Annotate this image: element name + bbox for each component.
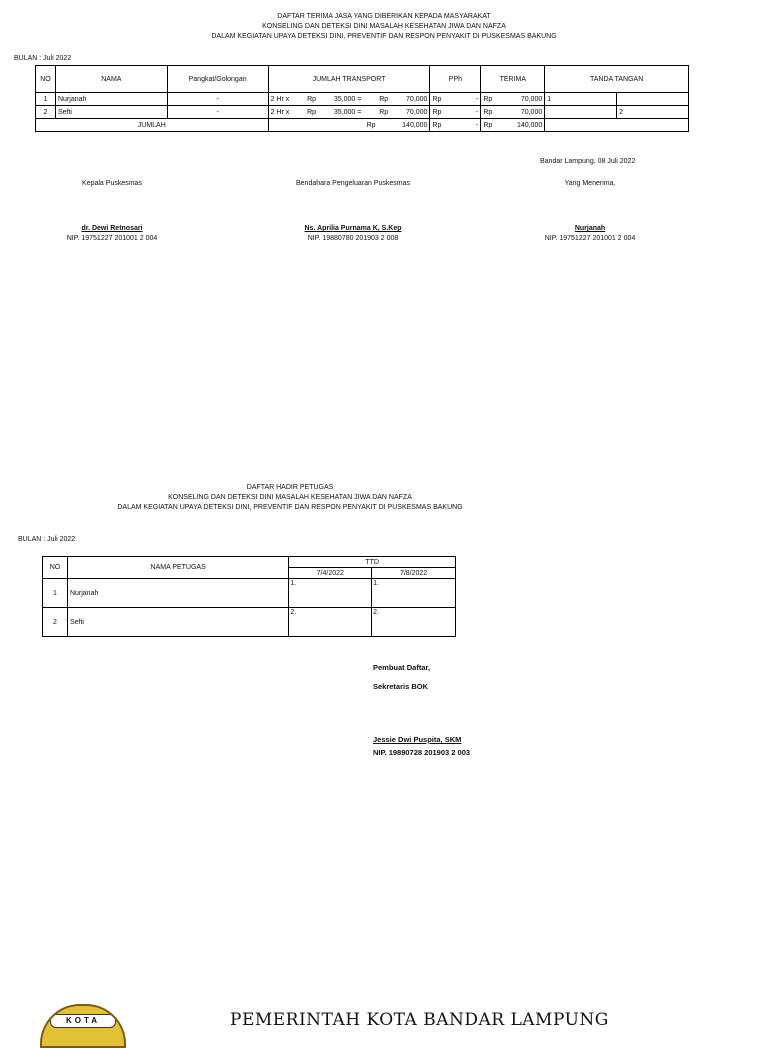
row-no: 2 [36, 106, 56, 119]
row-no: 2 [43, 608, 68, 637]
row-rate: 35,000 = [333, 108, 362, 116]
total-rp: Rp [366, 121, 376, 129]
doc2-title-line: KONSELING DAN DETEKSI DINI MASALAH KESEHATAN JIWA DAN NAFZA [168, 494, 412, 501]
header-nama: NAMA [55, 66, 167, 93]
header-date: 7/8/2022 [372, 568, 456, 579]
maker-name: Jessie Dwi Puspita, SKM [373, 735, 462, 744]
total-ttd [545, 119, 689, 132]
row-rp: Rp [379, 108, 389, 116]
row-no: 1 [43, 579, 68, 608]
row-ttd-left [545, 106, 617, 119]
honorarium-table [35, 65, 689, 132]
letterhead-title: PEMERINTAH KOTA BANDAR LAMPUNG [230, 1010, 609, 1030]
total-terima-value: 140,000 [516, 121, 543, 129]
row-sign-slot [372, 579, 456, 608]
row-sign-slot [289, 579, 372, 608]
row-hr: 2 Hr x [270, 108, 290, 116]
table-header [43, 557, 456, 568]
city-emblem-icon [40, 1004, 126, 1048]
doc1-title-line: DAFTAR TERIMA JASA YANG DIBERIKAN KEPADA MASYARAKAT [277, 13, 491, 20]
row-pph-value: - [476, 108, 479, 116]
row-pph-rp: Rp [432, 108, 442, 116]
row-nama: Sefti [55, 106, 167, 119]
row-transport [268, 93, 430, 106]
header-nama-petugas: NAMA PETUGAS [67, 557, 288, 579]
row-amount: 70,000 [406, 95, 428, 103]
row-pph-value: - [476, 95, 479, 103]
row-pangkat: - [167, 93, 268, 106]
row-pph [430, 106, 481, 119]
attendance-table [42, 556, 456, 637]
table-row [36, 106, 689, 119]
row-sign-slot [372, 608, 456, 637]
row-rp: Rp [379, 95, 389, 103]
doc1-bulan: BULAN : Juli 2022 [14, 55, 72, 62]
row-pph [430, 93, 481, 106]
row-terima-rp: Rp [483, 108, 493, 116]
maker-line1: Pembuat Daftar, [373, 663, 431, 672]
header-pangkat: Pangkat/Golongan [167, 66, 268, 93]
header-transport: JUMLAH TRANSPORT [268, 66, 430, 93]
row-ttd-right [617, 93, 689, 106]
maker-line2: Sekretaris BOK [373, 682, 429, 691]
signer-role: Bendahara Pengeluaran Puskesmas [295, 180, 411, 187]
header-date: 7/4/2022 [289, 568, 372, 579]
row-terima-rp: Rp [483, 95, 493, 103]
sign-number: 1. [373, 580, 380, 587]
total-pph-rp: Rp [432, 121, 442, 129]
sign-number: 2. [373, 609, 380, 616]
row-pangkat: - [167, 106, 268, 119]
total-pph-value: - [476, 121, 479, 129]
doc2-title-line: DAFTAR HADIR PETUGAS [246, 484, 334, 491]
row-transport [268, 106, 430, 119]
header-pph: PPh [430, 66, 481, 93]
total-terima-rp: Rp [483, 121, 493, 129]
header-terima: TERIMA [481, 66, 545, 93]
row-nama: Nurjanah [67, 579, 288, 608]
place-date: Bandar Lampung, 08 Juli 2022 [540, 158, 636, 165]
row-rate: 35,000 = [333, 95, 362, 103]
emblem-band-text: KOTA [50, 1014, 116, 1028]
row-pph-rp: Rp [432, 95, 442, 103]
signer-name: dr. Dewi Retnosari [81, 225, 143, 232]
doc1-title-line: KONSELING DAN DETEKSI DINI MASALAH KESEHATAN JIWA DAN NAFZA [262, 23, 506, 30]
maker-nip: NIP. 19890728 201903 2 003 [373, 748, 471, 757]
signer-role: Kepala Puskesmas [82, 180, 142, 187]
row-ttd-right: 2 [617, 106, 689, 119]
doc2-bulan: BULAN : Juli 2022 [18, 536, 76, 543]
signer-name: Ns. Aprilia Purnama K, S.Kep [304, 225, 402, 232]
total-amount: 140,000 [402, 121, 428, 129]
signer-name: Nurjanah [574, 225, 606, 232]
row-rp: Rp [307, 95, 317, 103]
signer-nip: NIP. 19751227 201001 2 004 [66, 235, 158, 242]
row-ttd-left: 1 [545, 93, 617, 106]
doc1-title [0, 12, 768, 42]
row-terima-value: 70,000 [520, 95, 543, 103]
total-terima [481, 119, 545, 132]
row-terima [481, 93, 545, 106]
signer-role: Yang Menerima, [564, 180, 616, 187]
sign-number: 2. [290, 609, 297, 616]
row-hr: 2 Hr x [270, 95, 290, 103]
total-pph [430, 119, 481, 132]
table-row [36, 93, 689, 106]
header-ttd: TTD [289, 557, 456, 568]
doc2-title-line: DALAM KEGIATAN UPAYA DETEKSI DINI, PREVENTIF DAN RESPON PENYAKIT DI PUSKESMAS BAKUNG [117, 504, 463, 511]
row-sign-slot [289, 608, 372, 637]
table-header [36, 66, 689, 93]
total-transport [268, 119, 430, 132]
row-terima [481, 106, 545, 119]
row-rp: Rp [307, 108, 317, 116]
header-no: NO [43, 557, 68, 579]
row-nama: Sefti [67, 608, 288, 637]
row-terima-value: 70,000 [520, 108, 543, 116]
row-amount: 70,000 [406, 108, 428, 116]
sign-number: 1. [290, 580, 297, 587]
doc2-title [60, 483, 520, 513]
signer-nip: NIP. 19751227 201001 2 004 [544, 235, 636, 242]
signer-nip: NIP. 19880780 201903 2 008 [307, 235, 399, 242]
row-no: 1 [36, 93, 56, 106]
total-row [36, 119, 689, 132]
header-ttd: TANDA TANGAN [545, 66, 689, 93]
table-row [43, 608, 456, 637]
table-row [43, 579, 456, 608]
total-label: JUMLAH [36, 119, 269, 132]
header-no: NO [36, 66, 56, 93]
doc1-title-line: DALAM KEGIATAN UPAYA DETEKSI DINI, PREVENTIF DAN RESPON PENYAKIT DI PUSKESMAS BAKUNG [211, 33, 557, 40]
row-nama: Nurjanah [55, 93, 167, 106]
